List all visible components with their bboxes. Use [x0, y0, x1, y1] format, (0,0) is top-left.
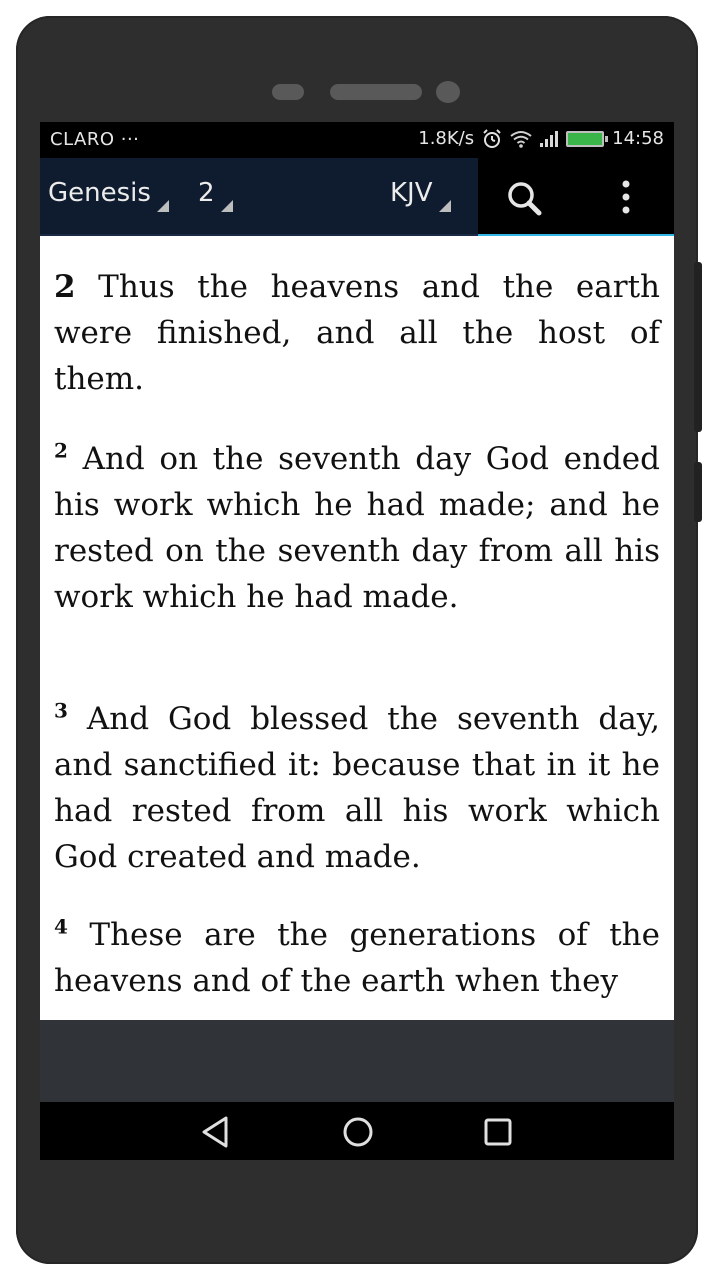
front-camera	[436, 81, 460, 103]
verse	[54, 696, 660, 880]
book-spinner[interactable]: Genesis	[48, 176, 169, 216]
phone-screen	[40, 122, 674, 1160]
verse-text: These are the generations of the heavens and of the earth when they	[54, 917, 660, 999]
verse-number: 2	[54, 269, 76, 305]
alarm-icon	[482, 129, 502, 149]
search-button[interactable]	[500, 176, 550, 220]
carrier-label: CLARO ···	[50, 129, 140, 150]
bottom-empty-area	[40, 1020, 674, 1102]
verse	[54, 264, 660, 402]
home-button[interactable]	[338, 1112, 378, 1152]
back-button[interactable]	[196, 1112, 236, 1152]
recents-button[interactable]	[478, 1112, 518, 1152]
home-icon	[338, 1112, 378, 1152]
battery-icon	[566, 131, 604, 147]
clock: 14:58	[612, 128, 664, 149]
verse-text: And God blessed the seventh day, and sanctified it: because that in it he had rested from all his work which God created and made.	[54, 701, 660, 875]
chapter-spinner[interactable]: 2	[198, 176, 233, 216]
verse-number: 3	[54, 698, 68, 723]
signal-icon	[540, 131, 558, 147]
volume-button	[694, 262, 702, 432]
verse	[54, 436, 660, 620]
earpiece-speaker	[330, 84, 422, 100]
verse-number: 2	[54, 438, 68, 463]
passage-selector	[40, 158, 478, 236]
power-button	[694, 462, 702, 522]
verse-text: Thus the heavens and the earth were finished, and all the host of them.	[54, 269, 660, 397]
status-icons	[418, 128, 664, 149]
verse	[54, 912, 660, 1004]
overflow-menu-button[interactable]	[608, 176, 644, 220]
recents-icon	[478, 1112, 518, 1152]
verse-text: And on the seventh day God ended his work which he had made; and he rested on the seventh day from all his work which he had made.	[54, 441, 660, 615]
navigation-bar	[40, 1102, 674, 1160]
version-spinner[interactable]: KJV	[390, 176, 451, 216]
wifi-icon	[510, 130, 532, 148]
back-icon	[196, 1112, 236, 1152]
verse-number: 4	[54, 914, 68, 939]
app-bar	[40, 158, 674, 236]
status-bar	[40, 122, 674, 158]
scripture-content[interactable]	[40, 236, 674, 1020]
network-speed: 1.8K/s	[418, 128, 475, 149]
overflow-menu-icon	[608, 176, 644, 220]
search-icon	[500, 176, 550, 220]
proximity-sensor	[272, 84, 304, 100]
